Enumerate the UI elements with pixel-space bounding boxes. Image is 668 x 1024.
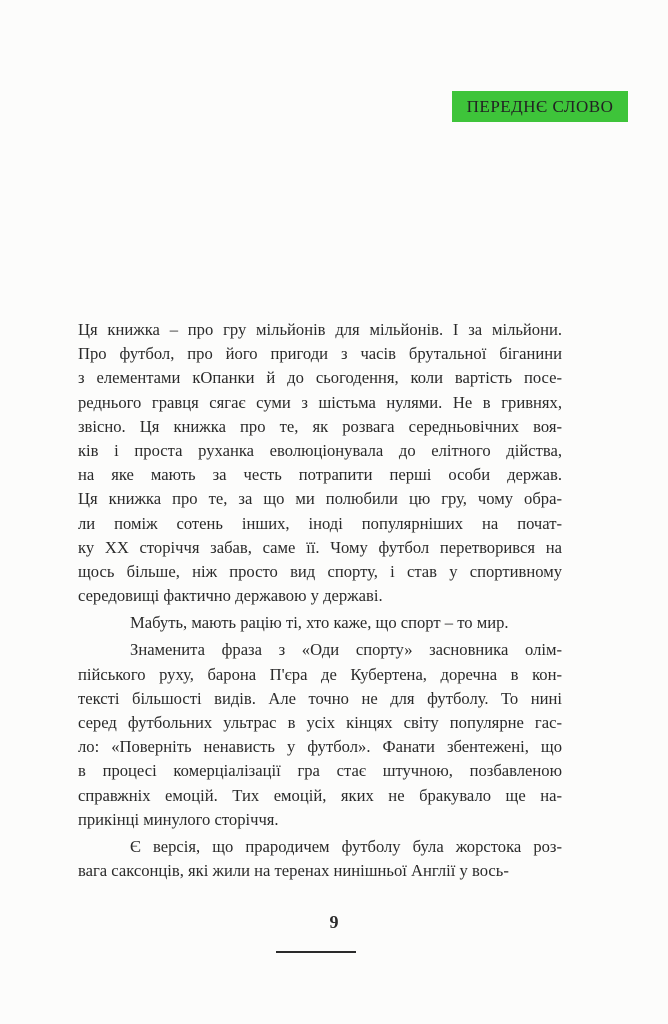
text-line: ку XX сторіччя забав, саме її. Чому футбол перетворився на [78,537,562,557]
chapter-heading [452,91,628,122]
paragraph [78,638,562,832]
text-line: щось більше, ніж просто вид спорту, і став у спортивному [78,561,562,581]
text-line: Ця книжка – про гру мільйонів для мільйонів. І за мільйони. [78,320,562,339]
paragraph [78,318,562,608]
text-line: вага саксонців, які жили на теренах нинішньої Англії у вось- [78,861,509,881]
text-line: справжніх емоцій. Тих емоцій, яких не бракувало ще на- [78,785,562,805]
text-line: серед футбольних ультрас в усіх кінцях світу популярне гас- [78,713,562,732]
paragraph [78,835,562,883]
chapter-heading-text: ПЕРЕДНЄ СЛОВО [466,96,614,116]
text-line: звісно. Ця книжка про те, як розвага середньовічних воя- [78,416,562,436]
text-line: середовищі фактично державою у державі. [78,586,383,606]
text-line: з елементами кОпанки й до сьогодення, коли вартість посе- [78,368,562,388]
text-line: в процесі комерціалізації гра стає штучною, позбавленою [78,761,562,781]
text-line: ли поміж сотень інших, іноді популярніших на почат- [78,513,562,533]
page-number: 9 [329,912,339,932]
text-line: реднього гравця сягає суми з шістьма нулями. Не в гривнях, [78,392,562,412]
text-line: Ця книжка про те, за що ми полюбили цю гру, чому обра- [78,489,562,509]
text-line: ло: «Поверніть ненависть у футбол». Фанати збентежені, що [78,737,562,757]
footer-rule [276,951,356,953]
text-line: Про футбол, про його пригоди з часів брутальної біганини [78,344,562,364]
text-line: Є версія, що прародичем футболу була жорстока роз- [130,836,562,856]
text-line: прикінці минулого сторіччя. [78,809,279,829]
text-line: пійського руху, барона П'єра де Кубертена, доречна в кон- [78,664,562,684]
paragraph [78,611,562,635]
text-line: ків і проста руханка еволюціонувала до елітного дійства, [78,440,562,460]
text-line: на яке мають за честь потрапити перші особи держав. [78,465,562,485]
text-line: Знаменита фраза з «Оди спорту» засновника олім- [130,640,562,660]
text-line: тексті більшості видів. Але точно не для футболу. То нині [78,688,562,708]
text-line: Мабуть, мають рацію ті, хто каже, що спорт – то мир. [130,613,509,633]
body-text [78,318,562,883]
